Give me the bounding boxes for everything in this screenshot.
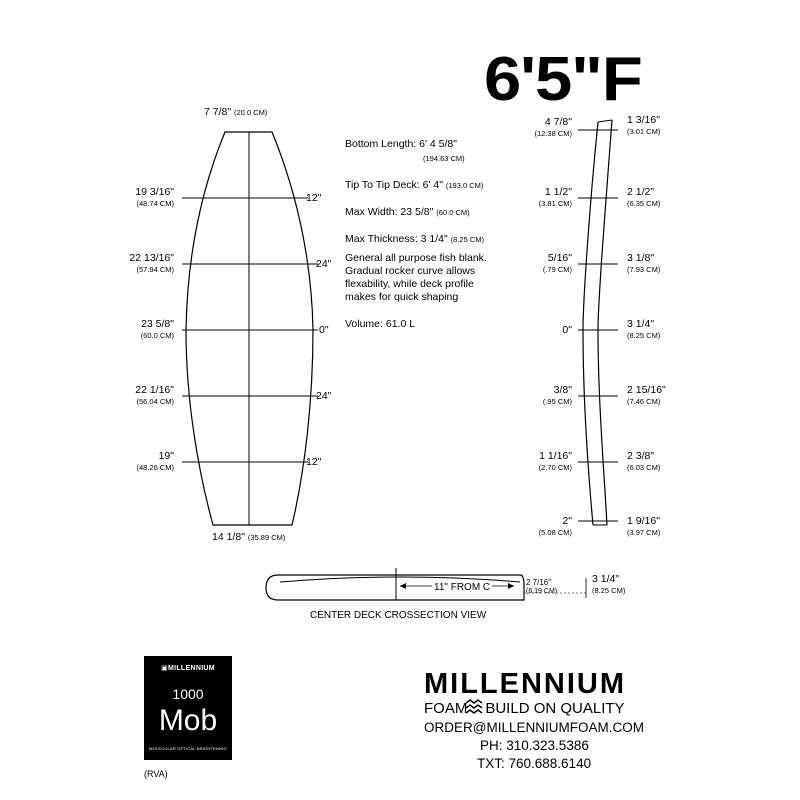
- description-line: makes for quick shaping: [345, 291, 459, 303]
- logo-number: 1000: [172, 686, 204, 702]
- station-label: 12": [306, 456, 322, 468]
- volume: Volume: 61.0 L: [345, 318, 416, 330]
- company-name: MILLENNIUM: [424, 668, 627, 700]
- station-label: 24": [316, 258, 332, 270]
- width-label: 22 13/16" (57.94 CM): [129, 252, 174, 274]
- company-text: TXT: 760.688.6140: [477, 756, 592, 771]
- rocker-right-label: 2 15/16" (7.46 CM): [627, 384, 666, 406]
- crossection-caption: CENTER DECK CROSSECTION VIEW: [310, 610, 487, 621]
- description-line: General all purpose fish blank.: [345, 252, 487, 264]
- crossection-thickness-label: 3 1/4" (8.25 CM): [592, 573, 626, 595]
- rocker-left-label: 1 1/2" (3.81 CM): [538, 186, 572, 208]
- logo-brand: ▣MILLENNIUM: [161, 665, 215, 672]
- station-label: 0": [319, 324, 329, 336]
- logo-word: Mob: [158, 704, 218, 737]
- rocker-right-label: 3 1/8" (7.93 CM): [627, 252, 661, 274]
- company-phone: PH: 310.323.5386: [480, 738, 589, 753]
- rocker-nose-tip: [598, 120, 612, 122]
- rocker-deck-curve: [598, 120, 612, 525]
- rocker-left-label: 1 1/16" (2.70 CM): [538, 450, 572, 472]
- bottom-length-cm: (194.63 CM): [423, 154, 465, 163]
- rocker-right-label: 2 1/2" (6.35 CM): [627, 186, 661, 208]
- rocker-left-label: 4 7/8" (12.38 CM): [534, 116, 572, 138]
- company-tagline: FOAM BUILD ON QUALITY: [424, 700, 625, 717]
- rail-thickness-label: 2 7/16" (6.19 CM): [526, 578, 558, 595]
- station-label: 24": [316, 390, 332, 402]
- width-label: 22 1/16" (56.04 CM): [135, 384, 174, 406]
- rocker-right-label: 1 9/16" (3.97 CM): [627, 515, 661, 537]
- nose-width-label: 7 7/8" (20.0 CM): [204, 106, 268, 118]
- from-center-label: 11" FROM C: [434, 582, 491, 593]
- description-line: flexability, while deck profile: [345, 278, 474, 290]
- width-label: 19" (48.26 CM): [136, 450, 174, 472]
- rocker-right-label: 1 3/16" (3.01 CM): [627, 114, 661, 136]
- rocker-left-label: 2" (5.08 CM): [538, 515, 572, 537]
- mob-logo: [144, 656, 232, 760]
- station-label: 12": [306, 192, 322, 204]
- specs-block: [345, 138, 487, 331]
- rocker-left-label: 5/16" (.79 CM): [542, 252, 572, 274]
- rocker-left-label: 0": [562, 324, 572, 336]
- max-width: Max Width: 23 5/8" (60.0 CM): [345, 206, 470, 218]
- rocker-right-label: 2 3/8" (6.03 CM): [627, 450, 661, 472]
- logo-tagline: MOLECULAR OPTICAL BRIGHTENING: [149, 746, 227, 751]
- width-label: 19 3/16" (48.74 CM): [135, 186, 174, 208]
- board-size-title: 6'5"F: [484, 45, 642, 114]
- width-label: 23 5/8" (60.0 CM): [140, 318, 174, 340]
- rocker-left-label: 3/8" (.95 CM): [542, 384, 572, 406]
- tip-to-tip: Tip To Tip Deck: 6' 4" (193.0 CM): [345, 179, 484, 191]
- description-line: Gradual rocker curve allows: [345, 265, 476, 277]
- region-label: (RVA): [144, 769, 168, 779]
- rocker-bottom-curve: [583, 122, 598, 525]
- rocker-right-label: 3 1/4" (8.25 CM): [627, 318, 661, 340]
- company-email[interactable]: ORDER@MILLENNIUMFOAM.COM: [424, 720, 644, 735]
- max-thickness: Max Thickness: 3 1/4" (8.25 CM): [345, 233, 485, 245]
- width-stations: [182, 198, 318, 462]
- tail-width-label: 14 1/8" (35.89 CM): [212, 531, 286, 543]
- bottom-length: Bottom Length: 6' 4 5/8": [345, 138, 457, 150]
